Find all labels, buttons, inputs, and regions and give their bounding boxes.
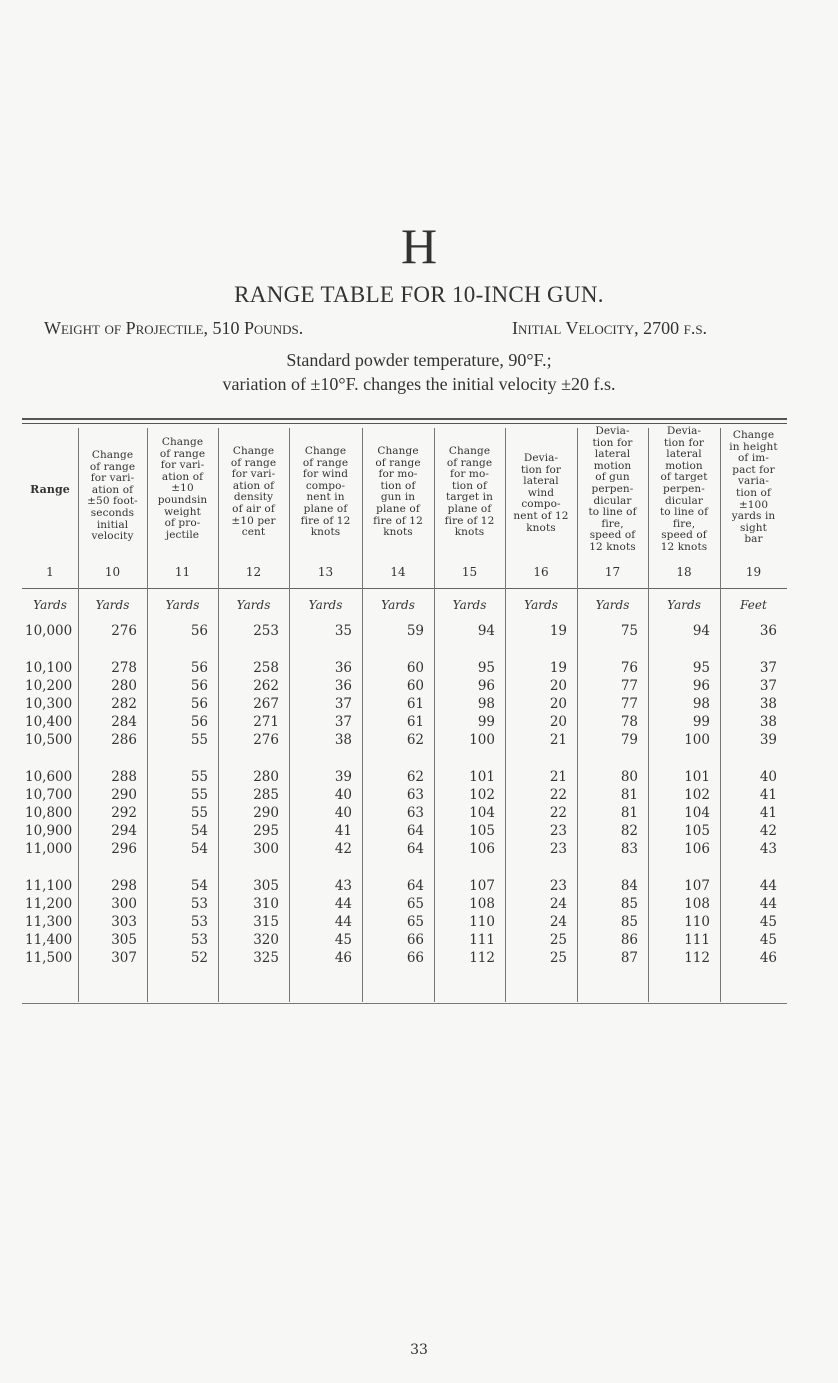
value-cell: 82 (620, 823, 638, 839)
range-cell: 10,900 (25, 823, 73, 839)
value-cell: 310 (253, 896, 279, 912)
value-cell: 44 (759, 896, 777, 912)
value-cell: 292 (111, 805, 137, 821)
column-unit: Yards (33, 598, 67, 612)
value-cell: 267 (253, 696, 279, 712)
range-cell: 11,200 (25, 896, 73, 912)
column-unit: Feet (740, 598, 767, 612)
page-number: 33 (410, 1342, 428, 1358)
value-cell: 110 (684, 914, 710, 930)
value-cell: 290 (111, 787, 137, 803)
column-number: 18 (676, 565, 692, 579)
value-cell: 56 (190, 714, 208, 730)
value-cell: 20 (549, 696, 567, 712)
range-cell: 11,100 (25, 878, 73, 894)
value-cell: 290 (253, 805, 279, 821)
column-unit: Yards (452, 598, 487, 612)
range-cell: 10,600 (25, 769, 73, 785)
range-cell: 10,200 (25, 678, 73, 694)
value-cell: 81 (620, 787, 638, 803)
column-unit: Yards (524, 598, 558, 612)
value-cell: 60 (406, 678, 424, 694)
value-cell: 45 (759, 914, 777, 930)
value-cell: 305 (111, 932, 137, 948)
range-cell: 11,000 (25, 841, 73, 857)
value-cell: 79 (620, 732, 638, 748)
value-cell: 94 (477, 623, 495, 639)
value-cell: 303 (111, 914, 137, 930)
value-cell: 41 (759, 805, 777, 821)
value-cell: 300 (111, 896, 137, 912)
value-cell: 36 (759, 623, 777, 639)
value-cell: 40 (759, 769, 777, 785)
value-cell: 276 (111, 623, 137, 639)
column-number: 19 (745, 565, 762, 579)
value-cell: 63 (406, 805, 424, 821)
value-cell: 77 (620, 678, 638, 694)
value-cell: 98 (477, 696, 495, 712)
value-cell: 101 (684, 769, 710, 785)
value-cell: 295 (253, 823, 279, 839)
column-number: 13 (317, 565, 334, 579)
value-cell: 38 (759, 714, 777, 730)
value-cell: 108 (469, 896, 495, 912)
value-cell: 280 (111, 678, 137, 694)
value-cell: 56 (190, 678, 208, 694)
value-cell: 38 (759, 696, 777, 712)
powder-temperature-note: Standard powder temperature, 90°F.; (286, 350, 552, 370)
value-cell: 87 (620, 950, 638, 966)
value-cell: 305 (253, 878, 279, 894)
value-cell: 276 (253, 732, 279, 748)
value-cell: 36 (334, 678, 352, 694)
value-cell: 46 (334, 950, 352, 966)
column-number: 1 (46, 565, 54, 579)
column-unit: Yards (381, 598, 415, 612)
column-header: Devia- tion for lateral motion of target perpen- dicular to line of fire, speed of 12 knots (659, 425, 709, 553)
column-header: Change of range for mo- tion of target in plane of fire of 12 knots (444, 445, 495, 539)
value-cell: 44 (759, 878, 777, 894)
column-header: Devia- tion for lateral motion of gun perpen- dicular to line of fire, speed of 12 knots (588, 425, 637, 553)
value-cell: 40 (334, 787, 352, 803)
value-cell: 102 (684, 787, 710, 803)
value-cell: 38 (334, 732, 352, 748)
column-unit: Yards (165, 598, 200, 612)
value-cell: 44 (334, 896, 352, 912)
value-cell: 284 (111, 714, 137, 730)
value-cell: 99 (692, 714, 710, 730)
column-number: 16 (533, 565, 549, 579)
value-cell: 95 (477, 660, 495, 676)
range-cell: 10,700 (25, 787, 73, 803)
value-cell: 104 (469, 805, 495, 821)
value-cell: 55 (190, 787, 208, 803)
value-cell: 307 (111, 950, 137, 966)
value-cell: 61 (406, 696, 424, 712)
value-cell: 37 (759, 660, 777, 676)
value-cell: 59 (406, 623, 424, 639)
column-number: 10 (104, 565, 121, 579)
value-cell: 22 (549, 805, 567, 821)
value-cell: 108 (684, 896, 710, 912)
column-unit: Yards (308, 598, 343, 612)
value-cell: 300 (253, 841, 279, 857)
value-cell: 44 (334, 914, 352, 930)
range-cell: 10,500 (25, 732, 73, 748)
value-cell: 21 (549, 732, 567, 748)
value-cell: 25 (549, 950, 567, 966)
value-cell: 85 (620, 896, 638, 912)
range-cell: 11,300 (25, 914, 73, 930)
column-unit: Yards (595, 598, 630, 612)
value-cell: 106 (469, 841, 495, 857)
value-cell: 53 (190, 896, 208, 912)
value-cell: 23 (549, 878, 567, 894)
initial-velocity: Initial Velocity, 2700 f.s. (512, 318, 708, 338)
value-cell: 63 (406, 787, 424, 803)
value-cell: 104 (684, 805, 710, 821)
value-cell: 36 (334, 660, 352, 676)
table-top-rule-thin (22, 423, 787, 424)
value-cell: 112 (469, 950, 495, 966)
value-cell: 285 (253, 787, 279, 803)
value-cell: 23 (549, 841, 567, 857)
value-cell: 24 (549, 914, 567, 930)
value-cell: 43 (334, 878, 352, 894)
value-cell: 39 (759, 732, 777, 748)
column-header: Range (30, 483, 70, 496)
value-cell: 106 (684, 841, 710, 857)
column-number: 17 (604, 565, 621, 579)
value-cell: 271 (253, 714, 279, 730)
value-cell: 325 (253, 950, 279, 966)
value-cell: 320 (253, 932, 279, 948)
value-cell: 39 (334, 769, 352, 785)
range-cell: 10,800 (25, 805, 73, 821)
value-cell: 84 (620, 878, 638, 894)
value-cell: 76 (620, 660, 638, 676)
value-cell: 45 (334, 932, 352, 948)
column-unit: Yards (95, 598, 130, 612)
value-cell: 60 (406, 660, 424, 676)
value-cell: 56 (190, 660, 208, 676)
value-cell: 54 (190, 878, 208, 894)
value-cell: 94 (692, 623, 710, 639)
column-header: Change in height of im- pact for varia- tion of ±100 yards in sight bar (729, 429, 778, 546)
value-cell: 96 (692, 678, 710, 694)
column-number: 14 (390, 565, 406, 579)
value-cell: 102 (469, 787, 495, 803)
value-cell: 42 (759, 823, 777, 839)
value-cell: 53 (190, 914, 208, 930)
value-cell: 107 (684, 878, 710, 894)
value-cell: 296 (111, 841, 137, 857)
value-cell: 64 (406, 841, 424, 857)
value-cell: 55 (190, 732, 208, 748)
value-cell: 96 (477, 678, 495, 694)
value-cell: 253 (253, 623, 279, 639)
value-cell: 20 (549, 678, 567, 694)
column-number: 12 (245, 565, 262, 579)
value-cell: 55 (190, 805, 208, 821)
section-letter: H (400, 218, 438, 274)
value-cell: 100 (684, 732, 710, 748)
value-cell: 105 (684, 823, 710, 839)
value-cell: 20 (549, 714, 567, 730)
value-cell: 83 (620, 841, 638, 857)
value-cell: 80 (620, 769, 638, 785)
value-cell: 66 (406, 950, 424, 966)
column-header: Devia- tion for lateral wind compo- nent of 12 knots (513, 452, 569, 534)
value-cell: 298 (111, 878, 137, 894)
value-cell: 54 (190, 823, 208, 839)
value-cell: 112 (684, 950, 710, 966)
value-cell: 61 (406, 714, 424, 730)
header-divider-rule (22, 588, 787, 589)
value-cell: 43 (759, 841, 777, 857)
table-bottom-rule (22, 1003, 787, 1004)
value-cell: 22 (549, 787, 567, 803)
column-header: Change of range for vari- ation of ±50 foot- seconds initial velocity (87, 449, 138, 543)
variation-note: variation of ±10°F. changes the initial velocity ±20 f.s. (222, 374, 616, 394)
value-cell: 294 (111, 823, 137, 839)
value-cell: 107 (469, 878, 495, 894)
value-cell: 64 (406, 878, 424, 894)
value-cell: 19 (549, 660, 567, 676)
value-cell: 37 (334, 714, 352, 730)
value-cell: 66 (406, 932, 424, 948)
column-header: Change of range for wind compo- nent in plane of fire of 12 knots (300, 445, 351, 539)
page-title: RANGE TABLE FOR 10-INCH GUN. (234, 282, 604, 307)
value-cell: 62 (406, 769, 424, 785)
table-top-rule (22, 418, 787, 420)
value-cell: 46 (759, 950, 777, 966)
value-cell: 98 (692, 696, 710, 712)
column-number: 11 (174, 565, 191, 579)
value-cell: 65 (406, 914, 424, 930)
value-cell: 62 (406, 732, 424, 748)
value-cell: 55 (190, 769, 208, 785)
value-cell: 280 (253, 769, 279, 785)
value-cell: 65 (406, 896, 424, 912)
value-cell: 37 (334, 696, 352, 712)
value-cell: 53 (190, 932, 208, 948)
value-cell: 41 (334, 823, 352, 839)
value-cell: 86 (620, 932, 638, 948)
value-cell: 95 (692, 660, 710, 676)
column-header: Change of range for vari- ation of ±10 poundsin weight of pro- jectile (157, 436, 208, 541)
value-cell: 56 (190, 696, 208, 712)
value-cell: 258 (253, 660, 279, 676)
value-cell: 111 (684, 932, 710, 948)
value-cell: 40 (334, 805, 352, 821)
value-cell: 45 (759, 932, 777, 948)
value-cell: 315 (253, 914, 279, 930)
value-cell: 85 (620, 914, 638, 930)
column-number: 15 (461, 565, 478, 579)
value-cell: 37 (759, 678, 777, 694)
value-cell: 101 (469, 769, 495, 785)
value-cell: 282 (111, 696, 137, 712)
value-cell: 100 (469, 732, 495, 748)
value-cell: 23 (549, 823, 567, 839)
value-cell: 288 (111, 769, 137, 785)
value-cell: 24 (549, 896, 567, 912)
value-cell: 56 (190, 623, 208, 639)
column-header: Change of range for mo- tion of gun in plane of fire of 12 knots (373, 445, 423, 539)
value-cell: 42 (334, 841, 352, 857)
value-cell: 111 (469, 932, 495, 948)
range-cell: 10,100 (25, 660, 73, 676)
value-cell: 25 (549, 932, 567, 948)
value-cell: 41 (759, 787, 777, 803)
range-cell: 11,500 (25, 950, 73, 966)
value-cell: 19 (549, 623, 567, 639)
value-cell: 52 (190, 950, 208, 966)
range-cell: 11,400 (25, 932, 73, 948)
column-unit: Yards (236, 598, 271, 612)
value-cell: 105 (469, 823, 495, 839)
value-cell: 262 (253, 678, 279, 694)
value-cell: 286 (111, 732, 137, 748)
value-cell: 110 (469, 914, 495, 930)
range-cell: 10,000 (25, 623, 73, 639)
range-cell: 10,400 (25, 714, 73, 730)
column-unit: Yards (667, 598, 701, 612)
value-cell: 54 (190, 841, 208, 857)
value-cell: 75 (620, 623, 638, 639)
value-cell: 99 (477, 714, 495, 730)
value-cell: 278 (111, 660, 137, 676)
value-cell: 78 (620, 714, 638, 730)
projectile-weight: Weight of Projectile, 510 Pounds. (44, 318, 304, 338)
column-header: Change of range for vari- ation of density of air of ±10 per cent (230, 445, 277, 539)
value-cell: 21 (549, 769, 567, 785)
range-cell: 10,300 (25, 696, 73, 712)
value-cell: 64 (406, 823, 424, 839)
value-cell: 81 (620, 805, 638, 821)
value-cell: 77 (620, 696, 638, 712)
value-cell: 35 (334, 623, 352, 639)
